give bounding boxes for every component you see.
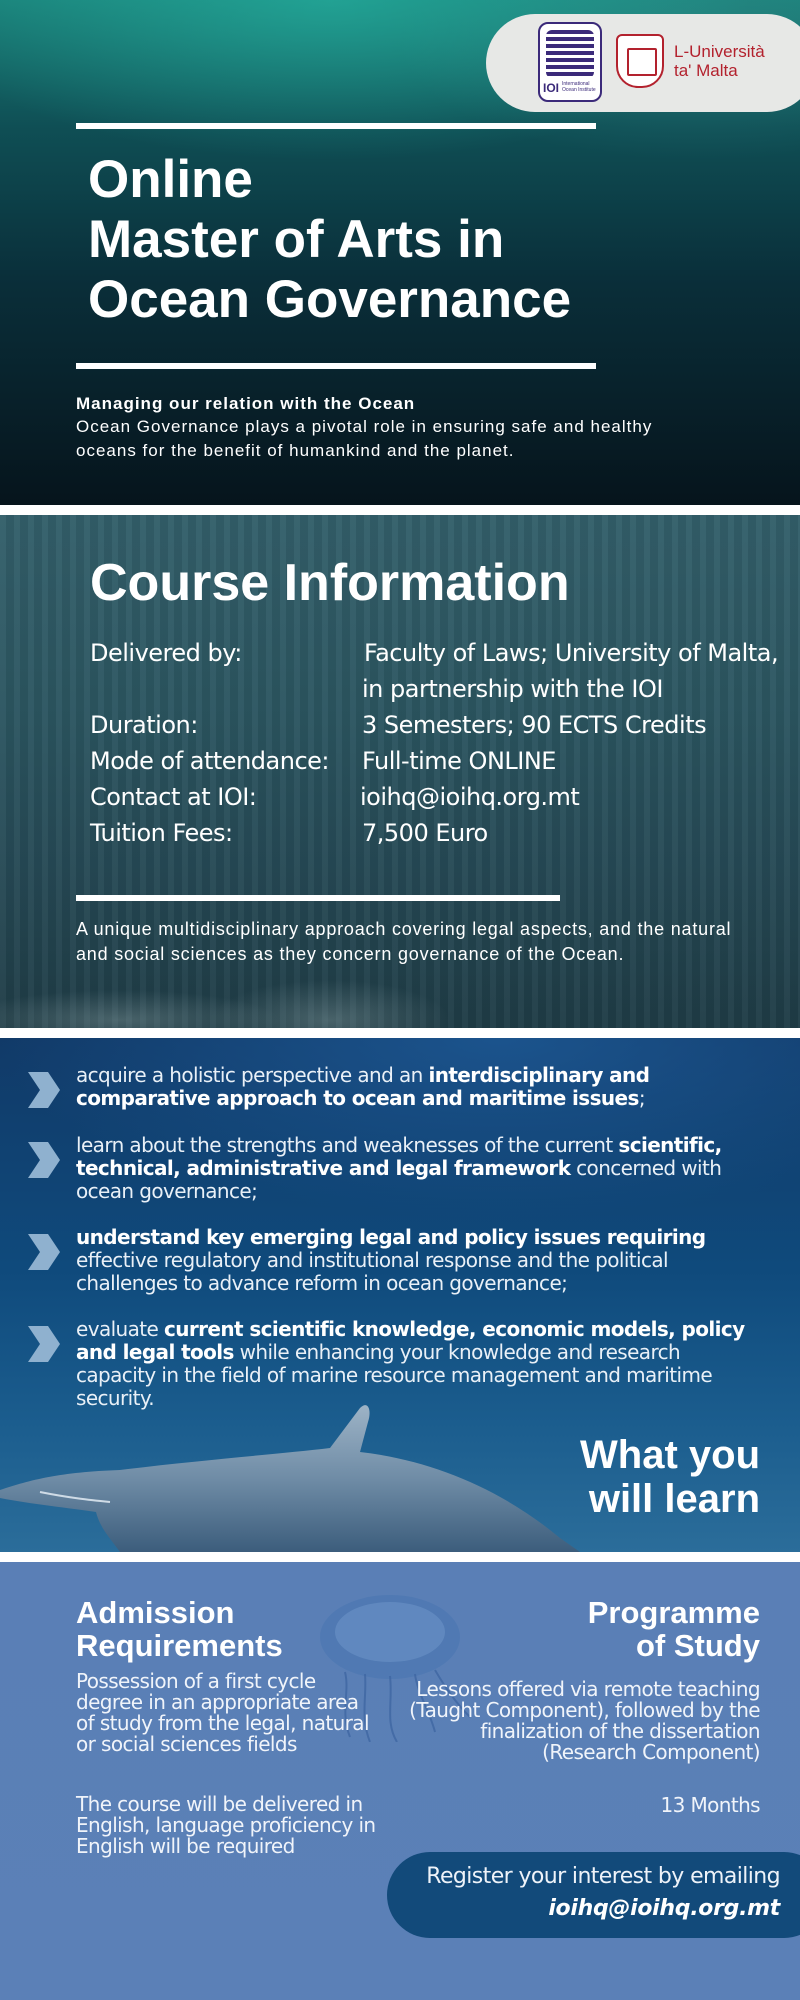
info-value-contact[interactable]: ioihq@ioihq.org.mt [360, 783, 580, 811]
admission-section [0, 1562, 800, 2000]
learn-bullet-1 [76, 1064, 756, 1110]
programme-duration: 13 Months [660, 1793, 760, 1817]
bullet-3-bold: understand key emerging legal and policy issues requiring [76, 1225, 706, 1249]
programme-title-line-2: of Study [636, 1628, 760, 1663]
admission-paragraph-1: Possession of a first cycle degree in an appropriate area of study from the legal, natural or social sciences fields [76, 1669, 369, 1756]
bullet-1-bold: interdisciplinary and comparative approach to ocean and maritime issues [76, 1063, 650, 1110]
learn-section [0, 1038, 800, 1552]
ioi-abbrev: IOI [543, 81, 560, 95]
info-label-fees: Tuition Fees: [90, 819, 233, 847]
info-label-contact: Contact at IOI: [90, 783, 257, 811]
title-line-2: Master of Arts in [88, 210, 505, 269]
hero-top-rule [76, 123, 596, 129]
bullet-2-text: learn about the strengths and weaknesses of the current [76, 1133, 619, 1157]
page-title [88, 150, 708, 330]
hero-subtitle-heading: Managing our relation with the Ocean [76, 394, 416, 413]
university-crest-icon [616, 34, 664, 88]
chevron-right-icon [26, 1232, 62, 1272]
programme-title-line-1: Programme [587, 1595, 760, 1630]
register-text: Register your interest by emailing [426, 1864, 780, 1889]
programme-paragraph-1: Lessons offered via remote teaching (Taught Component), followed by the finalization of the dissertation (Research Component) [409, 1677, 760, 1764]
course-info-section [0, 515, 800, 1028]
admission-title-line-2: Requirements [76, 1628, 283, 1663]
ioi-logo [538, 22, 602, 102]
info-value-duration: 3 Semesters; 90 ECTS Credits [362, 711, 707, 739]
ioi-full-name: International Ocean Institute [562, 81, 596, 93]
dolphin-image [0, 1388, 620, 1552]
bullet-4-bold: current scientific knowledge, economic models, policy and legal tools [76, 1317, 745, 1364]
programme-title [588, 1596, 760, 1662]
title-line-3: Ocean Governance [88, 270, 572, 329]
bullet-4-tail: while enhancing your knowledge and research capacity in the field of marine resource management and maritime security. [76, 1340, 713, 1410]
info-label-duration: Duration: [90, 711, 198, 739]
info-value-fees: 7,500 Euro [362, 819, 488, 847]
admission-title-line-1: Admission [76, 1595, 235, 1630]
bullet-4-text: evaluate [76, 1317, 164, 1341]
bullet-1-text: acquire a holistic perspective and an [76, 1063, 429, 1087]
info-value-delivered-2: in partnership with the IOI [362, 675, 663, 703]
admission-title [76, 1596, 283, 1662]
info-rule [76, 895, 560, 901]
hero-bottom-rule [76, 363, 596, 369]
ioi-waves-icon [546, 30, 594, 78]
bullet-1-tail: ; [638, 1086, 645, 1110]
chevron-right-icon [26, 1140, 62, 1180]
bullet-2-bold: scientific, technical, administrative and legal framework [76, 1133, 722, 1180]
hero-section [0, 0, 800, 505]
info-value-mode: Full-time ONLINE [362, 747, 556, 775]
university-name: L-Università ta' Malta [674, 42, 765, 80]
info-label-mode: Mode of attendance: [90, 747, 329, 775]
learn-title-line-2: will learn [588, 1477, 760, 1521]
bullet-3-tail: effective regulatory and institutional response and the political challenges to advance reform in ocean governance; [76, 1248, 668, 1295]
chevron-right-icon [26, 1070, 62, 1110]
info-value-delivered: Faculty of Laws; University of Malta, [364, 639, 779, 667]
learn-bullet-2 [76, 1134, 756, 1203]
bullet-2-tail: concerned with ocean governance; [76, 1156, 722, 1203]
info-label-delivered: Delivered by: [90, 639, 242, 667]
course-info-title: Course Information [90, 554, 570, 612]
chevron-right-icon [26, 1324, 62, 1364]
admission-paragraph-2: The course will be delivered in English, language proficiency in English will be required [76, 1792, 376, 1858]
learn-title [580, 1433, 760, 1521]
learn-bullet-3 [76, 1226, 756, 1295]
course-description: A unique multidisciplinary approach covering legal aspects, and the natural and social sciences as they concern governance of the Ocean. [76, 919, 732, 964]
title-line-1: Online [88, 150, 253, 209]
register-email-link[interactable]: ioihq@ioihq.org.mt [548, 1896, 780, 1921]
hero-subtitle-text: Ocean Governance plays a pivotal role in ensuring safe and healthy oceans for the benefit of humankind and the planet. [76, 417, 653, 460]
learn-title-line-1: What you [580, 1433, 760, 1477]
